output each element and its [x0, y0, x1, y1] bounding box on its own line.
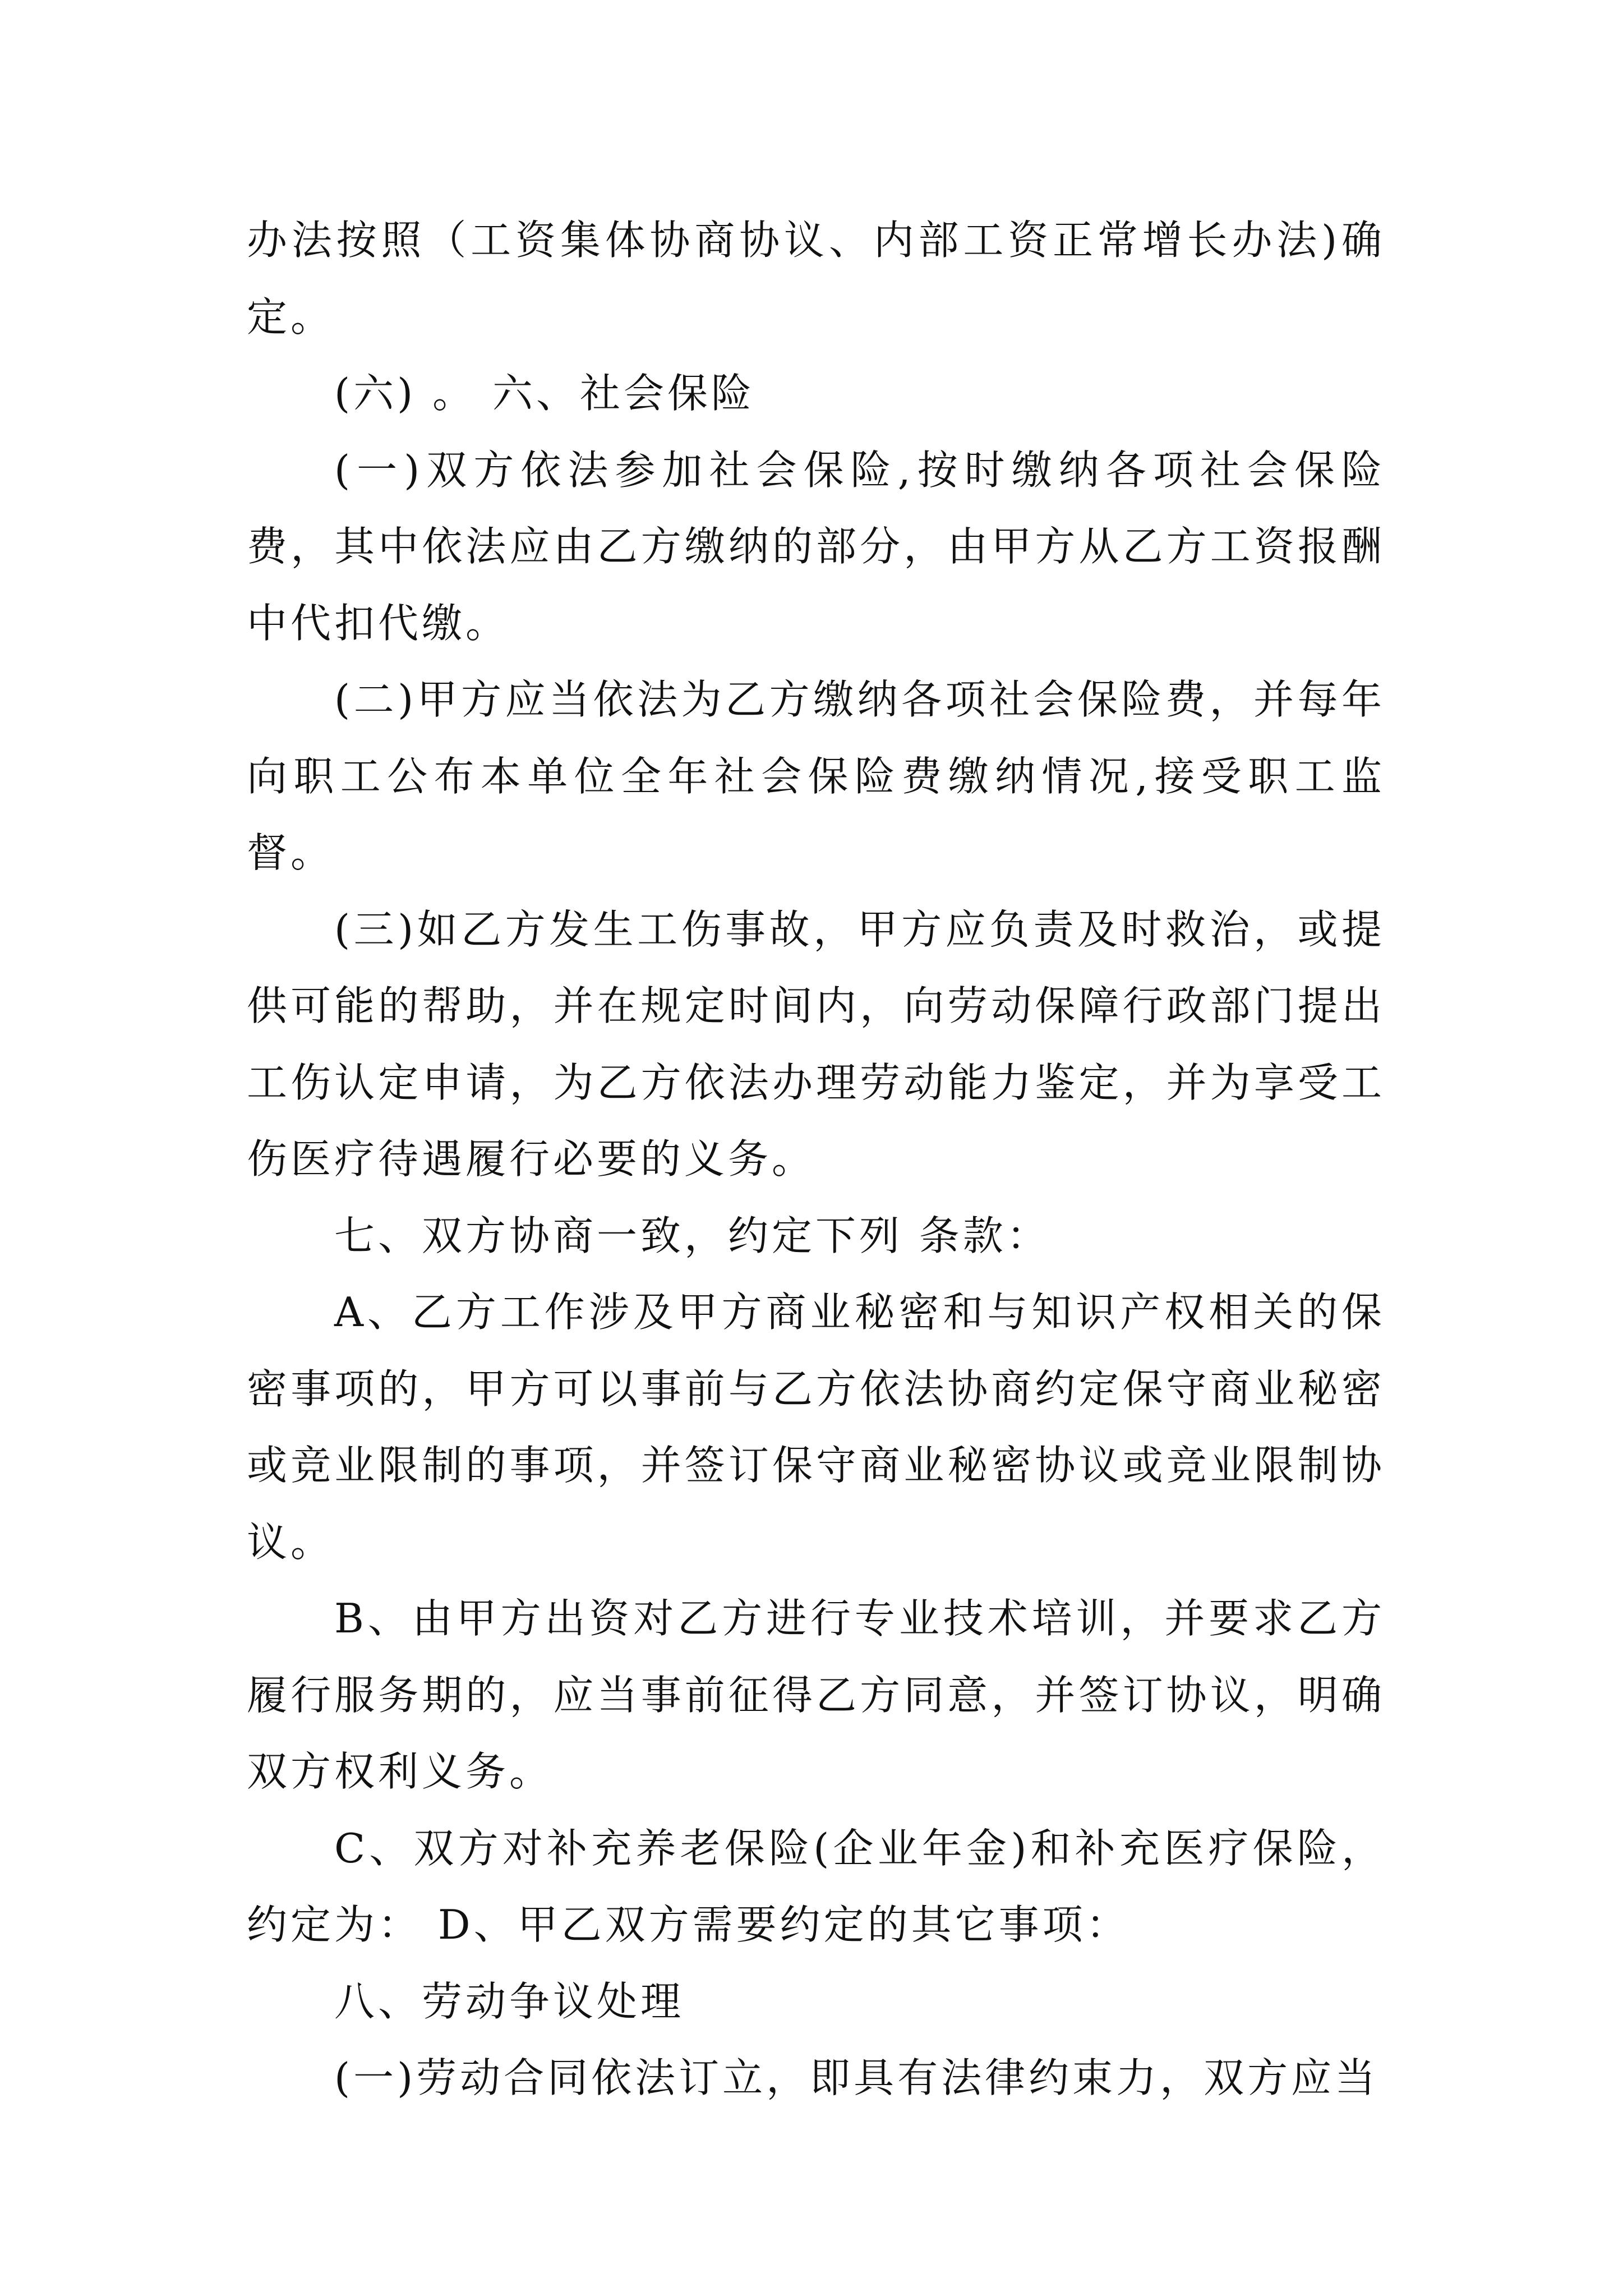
- paragraph-continuation: 办法按照（工资集体协商协议、内部工资正常增长办法)确定。: [247, 217, 1385, 341]
- paragraph-item-c-d: C、双方对补充养老保险(企业年金)和补充医疗保险，约定为： D、甲乙双方需要约定的其它事项：: [247, 1824, 1385, 1948]
- paragraph-section-8-clause-1: (一)劳动合同依法订立，即具有法律约束力，双方应当: [334, 2054, 1379, 2101]
- paragraph-item-a: A、乙方工作涉及甲方商业秘密和与知识产权相关的保密事项的，甲方可以事前与乙方依法协商约定保守商业秘密或竞业限制的事项，并签订保守商业秘密协议或竞业限制协议。: [247, 1289, 1385, 1566]
- paragraph-clause-1: (一)双方依法参加社会保险,按时缴纳各项社会保险费，其中依法应由乙方缴纳的部分，由甲方从乙方工资报酬中代扣代缴。: [247, 446, 1385, 647]
- paragraph-clause-2: (二)甲方应当依法为乙方缴纳各项社会保险费，并每年向职工公布本单位全年社会保险费缴纳情况,接受职工监督。: [247, 676, 1385, 876]
- body-text: [247, 202, 1385, 2116]
- paragraph-section-6-heading: (六) 。 六、社会保险: [334, 370, 755, 417]
- paragraph-section-8-heading: 八、劳动争议处理: [334, 1977, 685, 2025]
- paragraph-item-b: B、由甲方出资对乙方进行专业技术培训，并要求乙方履行服务期的，应当事前征得乙方同意，并签订协议，明确双方权利义务。: [247, 1595, 1385, 1795]
- paragraph-section-7-heading: 七、双方协商一致，约定下列 条款：: [334, 1212, 1050, 1259]
- paragraph-clause-3: (三)如乙方发生工伤事故，甲方应负责及时救治，或提供可能的帮助，并在规定时间内，向劳动保障行政部门提出工伤认定申请，为乙方依法办理劳动能力鉴定，并为享受工伤医疗待遇履行必要的义务。: [247, 905, 1385, 1182]
